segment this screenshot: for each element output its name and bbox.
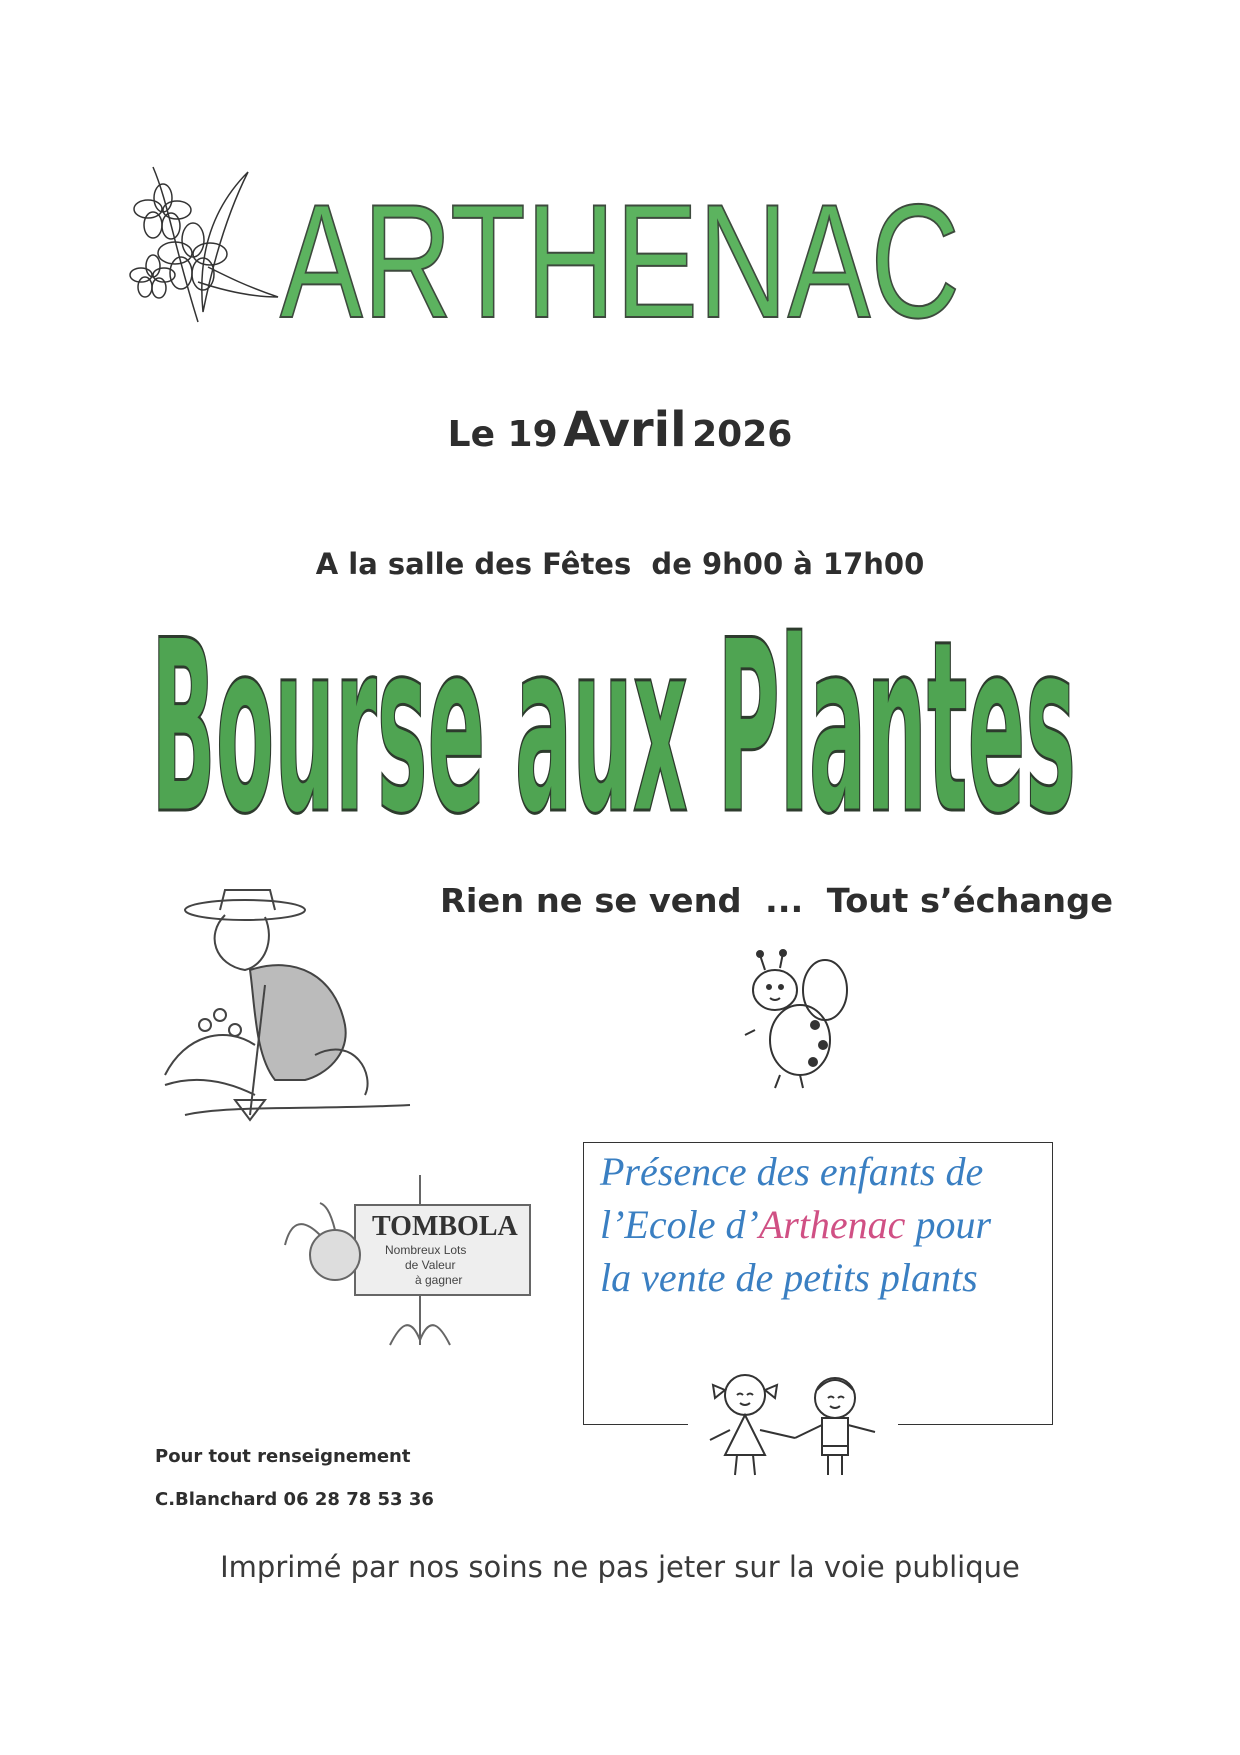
flower-icon (128, 162, 278, 327)
tombola-sign (280, 1175, 540, 1345)
event-title-wrapper (148, 590, 1083, 867)
contact-name-phone: C.Blanchard 06 28 78 53 36 (155, 1489, 434, 1510)
contact-label: Pour tout renseignement (155, 1446, 411, 1467)
children-illustration (695, 1370, 895, 1482)
tombola-line3: à gagner (415, 1273, 463, 1287)
town-title: ARTHENAC (280, 171, 960, 352)
tombola-line1: Nombreux Lots (385, 1243, 467, 1257)
school-info-text (600, 1145, 1050, 1304)
school-line-2 (600, 1198, 1050, 1251)
slogan: Rien ne se vend ... Tout s’échange (440, 881, 1113, 920)
school-line-2b: pour (905, 1202, 992, 1247)
date-month: Avril (563, 402, 687, 458)
box-bottom-border-right (898, 1424, 1053, 1425)
venue-hours: A la salle des Fêtes de 9h00 à 17h00 (315, 547, 925, 581)
event-date (0, 402, 1240, 458)
date-year: 2026 (692, 414, 793, 455)
school-town-name: Arthenac (758, 1202, 906, 1247)
box-bottom-border-left (583, 1424, 688, 1425)
school-line-2a: l’Ecole d’ (600, 1202, 759, 1247)
tombola-title: TOMBOLA (372, 1211, 518, 1242)
school-line-1: Présence des enfants de (600, 1149, 984, 1194)
ladybug-bee-illustration (745, 950, 855, 1090)
tombola-line2: de Valeur (405, 1258, 456, 1272)
town-title-wrapper (278, 171, 968, 352)
footer-notice: Imprimé par nos soins ne pas jeter sur la voie publique (220, 1550, 1020, 1584)
event-title: Bourse aux Plantes (151, 590, 1076, 867)
gardener-illustration (165, 885, 415, 1120)
slogan-wrapper (440, 878, 1120, 923)
school-line-3: la vente de petits plants (600, 1255, 978, 1300)
date-day: Le 19 (447, 414, 558, 455)
